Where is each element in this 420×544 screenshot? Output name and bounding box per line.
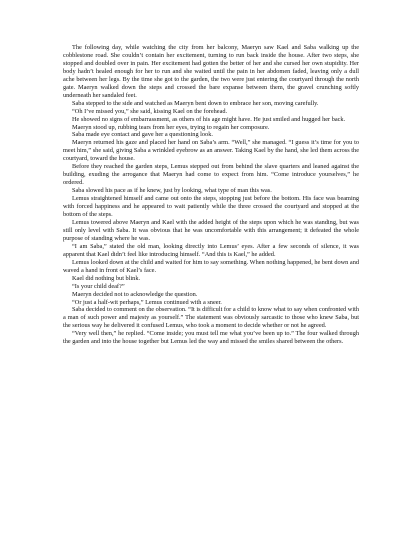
paragraph-lemus-appears: Before they reached the garden steps, Lemus stepped out from behind the slave quarters and leaned against the building, exuding the arrogance that Maeryn had come to expect from him. “Come introduce yourselves,” he ordered. xyxy=(63,163,359,187)
paragraph-lemus-looked-down: Lemus looked down at the child and waited for him to say something. When nothing happened, he bent down and waved a hand in front of Kael’s face. xyxy=(63,258,359,274)
paragraph-lemus-steps: Lemus straightened himself and came out onto the steps, stopping just before the bottom. His face was beaming with forced happiness and he appeared to wait patiently while the three crossed the courtyard and stopped at the bottom of the steps. xyxy=(63,195,359,219)
paragraph-arrival: The following day, while watching the city from her balcony, Maeryn saw Kael and Saba walking up the cobblestone road. She couldn’t contain her excitement, turning to run back inside the house. After two steps, she stopped and doubled over in pain. Her excitement had gotten the better of her and she cursed her own stupidity. Her body hadn’t healed enough for her to run and she waited until the pain in her abdomen faded, leaving only a dull ache between her legs. By the time she got to the garden, the two were just entering the courtyard through the north gate. Maeryn walked down the steps and crossed the bare expanse between them, the gravel crunching softly underneath her sandaled feet. xyxy=(63,44,359,99)
paragraph-not-acknowledge: Maeryn decided not to acknowledge the question. xyxy=(72,290,198,298)
paragraph-saba-comment: Saba decided to comment on the observation. “It is difficult for a child to know what to say when confronted with a man of such power and majesty as yourself.” The statement was obviously sarcastic to those who knew Saba, but the serious way he delivered it confused Lemus, who took a moment to decide whether or not he agreed. xyxy=(63,306,359,330)
paragraph-meet-him: Maeryn returned his gaze and placed her hand on Saba’s arm. “Well,” she managed. “I guess it’s time for you to meet him,” she said, giving Saba a wrinkled eyebrow as an answer. Taking Kael by the hand, she led them across the courtyard, toward the house. xyxy=(63,139,359,163)
paragraph-i-am-saba: “I am Saba,” stated the old man, looking directly into Lemus’ eyes. After a few seconds of silence, it was apparent that Kael didn’t feel like introducing himself. “And this is Kael,” he added. xyxy=(63,242,359,258)
paragraph-no-embarrassment: He showed no signs of embarrassment, as others of his age might have. He just smiled and hugged her back. xyxy=(72,115,346,123)
paragraph-very-well: “Very well then,” he replied. “Come inside; you must tell me what you’ve been up to.” The four walked through the garden and into the house together but Lemus led the way and missed the smiles shared between the others. xyxy=(63,330,359,346)
paragraph-child-deaf: “Is your child deaf?” xyxy=(72,282,125,290)
manuscript-page xyxy=(63,44,359,346)
paragraph-maeryn-stood: Maeryn stood up, rubbing tears from her eyes, trying to regain her composure. xyxy=(72,123,270,131)
paragraph-saba-steps-aside: Saba stepped to the side and watched as Maeryn bent down to embrace her son, moving carefully. xyxy=(72,99,319,107)
paragraph-kael-blink: Kael did nothing but blink. xyxy=(72,274,141,282)
paragraph-missed-you: “Oh I’ve missed you,” she said, kissing Kael on the forehead. xyxy=(72,107,228,115)
paragraph-saba-slowed: Saba slowed his pace as if he knew, just by looking, what type of man this was. xyxy=(72,187,272,195)
paragraph-half-wit: “Or just a half-wit perhaps,” Lemus continued with a sneer. xyxy=(72,298,222,306)
paragraph-lemus-towered: Lemus towered above Maeryn and Kael with the added height of the steps upon which he was standing, but was still only level with Saba. It was obvious that he was uncomfortable with this arrangement; it defeated the whole purpose of standing where he was. xyxy=(63,218,359,242)
paragraph-questioning-look: Saba made eye contact and gave her a questioning look. xyxy=(72,131,213,139)
